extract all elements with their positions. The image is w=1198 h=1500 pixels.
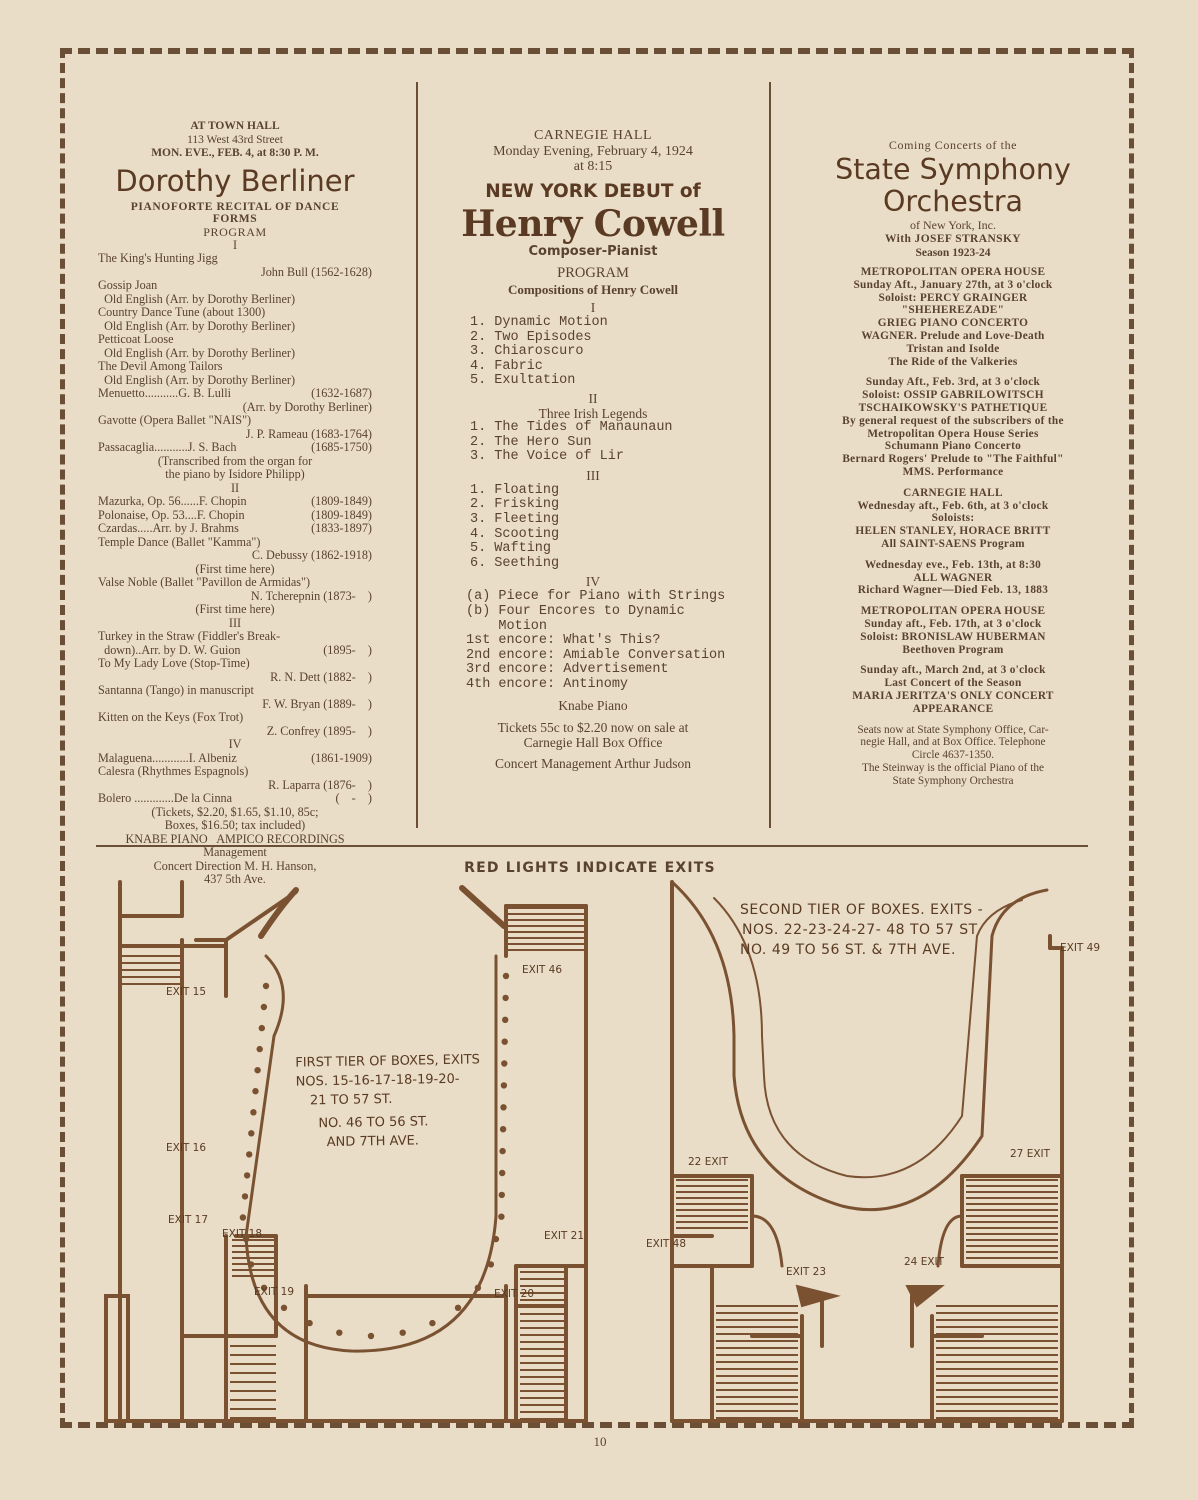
column-divider-right bbox=[769, 82, 771, 828]
program-line-right: F. W. Bryan (1889- ) bbox=[262, 696, 372, 711]
program-item: 3. Chiaroscuro bbox=[470, 344, 584, 360]
box-marker bbox=[503, 973, 509, 979]
schedule-line: Bernard Rogers' Prelude to "The Faithful" bbox=[842, 453, 1064, 466]
exit-49-label: EXIT 49 bbox=[1060, 942, 1101, 954]
program-line-left: Malaguena............I. Albeniz bbox=[98, 750, 237, 765]
program-list-3 bbox=[440, 484, 746, 572]
schedule-line: Sunday aft., March 2nd, at 3 o'clock bbox=[860, 664, 1046, 677]
program-centered-line: Boxes, $16.50; tax included) bbox=[164, 818, 306, 832]
schedule-line: WAGNER. Prelude and Love-Death bbox=[861, 329, 1045, 342]
box-marker bbox=[246, 1151, 252, 1157]
program-item: 5. Exultation bbox=[470, 373, 576, 389]
program-line bbox=[98, 522, 372, 536]
program-line-left: Czardas.....Arr. by J. Brahms bbox=[98, 521, 239, 535]
venue-address: 113 West 43rd Street bbox=[187, 133, 283, 146]
page-number: 10 bbox=[593, 1434, 607, 1449]
section-numeral: III bbox=[586, 467, 600, 483]
schedule-line: Wednesday eve., Feb. 13th, at 8:30 bbox=[864, 558, 1042, 571]
program-line-right: R. N. Dett (1882- ) bbox=[270, 669, 372, 684]
exit-46-label: EXIT 46 bbox=[522, 964, 563, 976]
program-line bbox=[98, 266, 372, 280]
box-marker bbox=[257, 1046, 263, 1052]
program-line: Gavotte (Opera Ballet "NAIS") bbox=[98, 413, 252, 427]
schedule-line: Soloists: bbox=[931, 512, 975, 525]
schedule-line: Soloist: BRONISLAW HUBERMAN bbox=[860, 630, 1046, 643]
box-marker bbox=[501, 1082, 507, 1088]
exit-20-label: EXIT 20 bbox=[494, 1288, 535, 1300]
program-line: Petticoat Loose bbox=[98, 332, 174, 346]
box-marker bbox=[502, 1039, 508, 1045]
box-marker bbox=[499, 1170, 505, 1176]
state-symphony-column bbox=[804, 138, 1102, 787]
spacer bbox=[804, 597, 1102, 605]
program-line: Valse Noble (Ballet "Pavillon de Armidas") bbox=[98, 575, 311, 589]
box-marker bbox=[499, 1148, 505, 1154]
schedule-line: ALL WAGNER bbox=[913, 571, 993, 584]
program-line-right: (1809-1849) bbox=[311, 494, 372, 508]
program-item: 2. Frisking bbox=[470, 497, 560, 513]
note-line: AND 7TH AVE. bbox=[326, 1133, 420, 1151]
box-marker bbox=[501, 1060, 507, 1066]
exit-21-label: EXIT 21 bbox=[544, 1230, 585, 1242]
program-item: 1. Floating bbox=[470, 482, 560, 498]
program-centered-line: (Tickets, $2.20, $1.65, $1.10, 85c; bbox=[151, 804, 319, 819]
program-line-right: J. P. Rameau (1683-1764) bbox=[245, 426, 372, 441]
piano-note: Knabe Piano bbox=[558, 698, 628, 714]
note-line: NOS. 15-16-17-18-19-20- bbox=[295, 1071, 460, 1090]
note-line: 21 TO 57 ST. bbox=[309, 1091, 393, 1109]
schedule-line: State Symphony Orchestra bbox=[892, 774, 1014, 787]
program-centered-line: III bbox=[228, 615, 242, 630]
exit-15-label: EXIT 15 bbox=[166, 986, 207, 998]
program-item: 1. Dynamic Motion bbox=[470, 315, 608, 330]
program-item: 2. The Hero Sun bbox=[470, 434, 592, 450]
program-line: Santanna (Tango) in manuscript bbox=[98, 683, 254, 697]
schedule-line: By general request of the subscribers of the bbox=[842, 414, 1064, 427]
program-line bbox=[98, 752, 372, 766]
program-centered-line: (First time here) bbox=[195, 602, 275, 616]
orchestra-name: State Symphony bbox=[835, 153, 1071, 186]
management-note: Concert Management Arthur Judson bbox=[494, 756, 692, 772]
program-line-right: Z. Confrey (1895- ) bbox=[266, 723, 372, 738]
note-line: NOS. 22-23-24-27- 48 TO 57 ST bbox=[742, 922, 978, 938]
program-line bbox=[98, 792, 372, 806]
section-title: Three Irish Legends bbox=[538, 405, 648, 421]
schedule-line: MMS. Performance bbox=[902, 465, 1004, 478]
orchestra-name-cont: Orchestra bbox=[883, 185, 1023, 218]
program-line: Old English (Arr. by Dorothy Berliner) bbox=[98, 291, 295, 306]
cowell-debut-column bbox=[440, 128, 746, 772]
second-tier-exits-note bbox=[740, 900, 983, 960]
recital-subtitle: PIANOFORTE RECITAL OF DANCE bbox=[130, 200, 340, 213]
schedule-line: METROPOLITAN OPERA HOUSE bbox=[860, 605, 1046, 618]
program-line-right: John Bull (1562-1628) bbox=[260, 264, 372, 279]
box-marker bbox=[493, 1236, 499, 1242]
program-centered-line: II bbox=[230, 480, 240, 495]
schedule-line: Seats now at State Symphony Office, Car- bbox=[857, 723, 1049, 736]
program-line-right: (Arr. by Dorothy Berliner) bbox=[242, 399, 372, 414]
schedule-line: Sunday Aft., Feb. 3rd, at 3 o'clock bbox=[865, 376, 1041, 389]
exit-17-label: EXIT 17 bbox=[168, 1214, 209, 1226]
program-item: 3. The Voice of Lir bbox=[470, 449, 624, 465]
schedule-line: MARIA JERITZA'S ONLY CONCERT bbox=[852, 689, 1054, 702]
box-marker bbox=[250, 1109, 256, 1115]
box-marker bbox=[502, 1017, 508, 1023]
schedule-line: Sunday aft., Feb. 17th, at 3 o'clock bbox=[864, 617, 1042, 630]
box-marker bbox=[259, 1025, 265, 1031]
program-line bbox=[98, 387, 372, 401]
box-marker bbox=[498, 1214, 504, 1220]
box-marker bbox=[248, 1130, 254, 1136]
season-line: Season 1923-24 bbox=[915, 247, 991, 259]
program-item: 3rd encore: Advertisement bbox=[466, 662, 669, 678]
exit-18-label: EXIT 18 bbox=[222, 1228, 263, 1240]
exits-heading: RED LIGHTS INDICATE EXITS bbox=[464, 860, 716, 876]
program-line-right: (1833-1897) bbox=[311, 521, 372, 535]
box-marker bbox=[240, 1214, 246, 1220]
box-marker bbox=[336, 1330, 342, 1336]
program-item: (a) Piece for Piano with Strings bbox=[466, 589, 726, 605]
program-line-right: C. Debussy (1862-1918) bbox=[251, 548, 372, 562]
berliner-recital-column bbox=[98, 120, 372, 887]
schedule-line: Richard Wagner—Died Feb. 13, 1883 bbox=[857, 584, 1049, 597]
schedule-line: Metropolitan Opera House Series bbox=[867, 427, 1039, 440]
program-item: 4. Scooting bbox=[470, 526, 560, 542]
recital-date: MON. EVE., FEB. 4, at 8:30 P. M. bbox=[151, 147, 319, 159]
schedule-line: Tristan and Isolde bbox=[906, 342, 1000, 355]
box-marker bbox=[429, 1320, 435, 1326]
program-line-left: Mazurka, Op. 56......F. Chopin bbox=[98, 494, 247, 508]
program-line: Old English (Arr. by Dorothy Berliner) bbox=[98, 372, 295, 387]
program-line bbox=[98, 495, 372, 509]
conductor-line: With JOSEF STRANSKY bbox=[884, 233, 1022, 245]
compositions-heading: Compositions of Henry Cowell bbox=[507, 282, 679, 297]
tickets-venue: Carnegie Hall Box Office bbox=[523, 735, 663, 751]
program-line: Turkey in the Straw (Fiddler's Break- bbox=[98, 629, 281, 643]
spacer bbox=[804, 479, 1102, 487]
program-centered-line: (First time here) bbox=[195, 561, 275, 576]
program-line: Kitten on the Keys (Fox Trot) bbox=[98, 710, 244, 724]
program-line bbox=[98, 441, 372, 455]
exit-48-label: EXIT 48 bbox=[646, 1238, 687, 1250]
concert-time: at 8:15 bbox=[573, 159, 613, 174]
note-line: NO. 46 TO 56 ST. bbox=[318, 1114, 429, 1132]
exit-27-label: 27 EXIT bbox=[1010, 1148, 1051, 1160]
program-line bbox=[98, 590, 372, 604]
program-line bbox=[98, 698, 372, 712]
schedule-line: "SHEHEREZADE" bbox=[901, 304, 1005, 317]
box-marker bbox=[500, 1104, 506, 1110]
schedule-line: Wednesday aft., Feb. 6th, at 3 o'clock bbox=[857, 499, 1049, 512]
program-line-left: down)..Arr. by D. W. Guion bbox=[98, 642, 241, 657]
schedule-line: Soloist: PERCY GRAINGER bbox=[878, 291, 1028, 304]
schedule-line: Soloist: OSSIP GABRILOWITSCH bbox=[862, 389, 1044, 402]
program-centered-line: (Transcribed from the organ for bbox=[157, 453, 313, 468]
box-marker bbox=[306, 1320, 312, 1326]
program-list bbox=[98, 239, 372, 887]
schedule-line: Last Concert of the Season bbox=[884, 677, 1022, 690]
program-line: Old English (Arr. by Dorothy Berliner) bbox=[98, 318, 295, 333]
program-line-left: Menuetto...........G. B. Lulli bbox=[98, 386, 232, 400]
spacer bbox=[804, 656, 1102, 664]
program-line: Temple Dance (Ballet "Kamma") bbox=[98, 534, 261, 549]
exit-16-label: EXIT 16 bbox=[166, 1142, 207, 1154]
exit-24-label: 24 EXIT bbox=[904, 1256, 945, 1268]
program-item: 2nd encore: Amiable Conversation bbox=[466, 647, 726, 663]
program-line: Country Dance Tune (about 1300) bbox=[98, 305, 266, 319]
program-item: 4. Fabric bbox=[470, 358, 543, 374]
first-tier-exits-note bbox=[295, 1050, 481, 1152]
program-item: 1. The Tides of Manaunaun bbox=[470, 419, 673, 435]
section-numeral: IV bbox=[585, 574, 601, 590]
program-line bbox=[98, 671, 372, 685]
box-marker bbox=[500, 1126, 506, 1132]
program-line-left: Polonaise, Op. 53....F. Chopin bbox=[98, 507, 245, 522]
program-item: 5. Wafting bbox=[470, 541, 552, 557]
program-line bbox=[98, 779, 372, 793]
column-divider-left bbox=[416, 82, 418, 828]
coming-concerts-label: Coming Concerts of the bbox=[888, 138, 1018, 152]
program-list-1 bbox=[440, 316, 746, 389]
program-item: (b) Four Encores to Dynamic bbox=[466, 603, 685, 619]
program-line: The Devil Among Tailors bbox=[98, 359, 223, 373]
note-line: FIRST TIER OF BOXES, EXITS bbox=[295, 1052, 480, 1071]
schedule-line: HELEN STANLEY, HORACE BRITT bbox=[855, 525, 1051, 538]
program-line-right: (1809-1849) bbox=[311, 507, 372, 522]
program-line: To My Lady Love (Stop-Time) bbox=[98, 656, 250, 670]
program-label: PROGRAM bbox=[557, 265, 629, 281]
spacer bbox=[804, 368, 1102, 376]
program-item: 2. Two Episodes bbox=[470, 329, 592, 345]
program-line-right: (1861-1909) bbox=[311, 750, 372, 765]
box-marker bbox=[244, 1172, 250, 1178]
box-marker bbox=[400, 1330, 406, 1336]
program-line-left: Bolero .............De la Cinna bbox=[98, 791, 233, 805]
schedule-line: TSCHAIKOWSKY'S PATHETIQUE bbox=[858, 401, 1048, 414]
schedule-line: The Steinway is the official Piano of the bbox=[861, 761, 1045, 774]
note-line: SECOND TIER OF BOXES. EXITS - bbox=[740, 902, 984, 918]
box-marker bbox=[455, 1305, 461, 1311]
program-line bbox=[98, 644, 372, 658]
box-marker bbox=[252, 1088, 258, 1094]
program-line-left: Passacaglia...........J. S. Bach bbox=[98, 440, 237, 454]
program-line: The King's Hunting Jigg bbox=[98, 251, 218, 265]
schedule-line: GRIEG PIANO CONCERTO bbox=[877, 317, 1029, 330]
exit-22-label: 22 EXIT bbox=[688, 1156, 729, 1168]
program-line-right: (1895- ) bbox=[323, 642, 372, 657]
program-item: 6. Seething bbox=[470, 555, 560, 571]
concert-schedule bbox=[804, 266, 1102, 787]
program-centered-line: IV bbox=[228, 737, 242, 751]
schedule-line: All SAINT-SAENS Program bbox=[881, 537, 1025, 550]
artist-role: Composer-Pianist bbox=[528, 244, 658, 259]
program-line-right: ( - ) bbox=[335, 791, 372, 805]
program-item: 4th encore: Antinomy bbox=[466, 676, 629, 692]
program-item: Motion bbox=[466, 618, 548, 634]
spacer bbox=[804, 551, 1102, 559]
program-line-right: N. Tcherepnin (1873- ) bbox=[250, 588, 372, 603]
exit-23-label: EXIT 23 bbox=[786, 1266, 827, 1278]
program-item: 1st encore: What's This? bbox=[466, 633, 661, 649]
program-centered-line: Management bbox=[203, 845, 267, 859]
note-line: NO. 49 TO 56 ST. & 7TH AVE. bbox=[740, 942, 956, 958]
debut-heading: NEW YORK DEBUT of bbox=[485, 181, 701, 202]
venue-name: CARNEGIE HALL bbox=[533, 128, 653, 143]
orchestra-city: of New York, Inc. bbox=[910, 218, 996, 232]
tickets-info: Tickets 55c to $2.20 now on sale at bbox=[497, 720, 689, 736]
program-centered-line: Concert Direction M. H. Hanson, bbox=[153, 858, 317, 873]
program-line-right: (1685-1750) bbox=[311, 440, 372, 454]
schedule-line: The Ride of the Valkeries bbox=[888, 355, 1018, 368]
schedule-line: APPEARANCE bbox=[912, 702, 994, 715]
program-line-right: (1632-1687) bbox=[311, 386, 372, 400]
box-marker bbox=[502, 995, 508, 1001]
box-marker bbox=[261, 1004, 267, 1010]
program-line: Gossip Joan bbox=[98, 278, 158, 292]
schedule-line: Schumann Piano Concerto bbox=[884, 440, 1022, 453]
box-marker bbox=[254, 1067, 260, 1073]
program-line-right: R. Laparra (1876- ) bbox=[268, 777, 372, 792]
artist-name: Dorothy Berliner bbox=[115, 163, 355, 198]
program-line bbox=[98, 725, 372, 739]
program-item: 3. Fleeting bbox=[470, 511, 560, 527]
section-numeral: I bbox=[590, 300, 596, 315]
schedule-line: METROPOLITAN OPERA HOUSE bbox=[860, 266, 1046, 278]
section-numeral: II bbox=[588, 390, 598, 406]
artist-name: Henry Cowell bbox=[461, 203, 725, 245]
box-marker bbox=[499, 1192, 505, 1198]
program-line bbox=[98, 428, 372, 442]
box-marker bbox=[281, 1305, 287, 1311]
box-marker bbox=[475, 1285, 481, 1291]
program-label: PROGRAM bbox=[203, 224, 267, 239]
spacer bbox=[804, 716, 1102, 724]
box-marker bbox=[263, 983, 269, 989]
concert-date: Monday Evening, February 4, 1924 bbox=[493, 144, 693, 159]
recital-subtitle-cont: FORMS bbox=[212, 212, 258, 225]
schedule-line: Sunday Aft., January 27th, at 3 o'clock bbox=[853, 278, 1053, 291]
exit-19-label: EXIT 19 bbox=[254, 1286, 295, 1298]
venue-name: AT TOWN HALL bbox=[190, 120, 280, 132]
program-line: Old English (Arr. by Dorothy Berliner) bbox=[98, 345, 295, 360]
program-line bbox=[98, 509, 372, 523]
schedule-line: CARNEGIE HALL bbox=[903, 486, 1003, 499]
box-marker bbox=[242, 1193, 248, 1199]
program-centered-line: I bbox=[232, 237, 238, 252]
program-list-2 bbox=[440, 421, 746, 465]
box-marker bbox=[488, 1261, 494, 1267]
program-line bbox=[98, 401, 372, 415]
program-centered-line: the piano by Isidore Philipp) bbox=[165, 467, 305, 481]
program-centered-line: 437 5th Ave. bbox=[204, 872, 266, 886]
program-line: Calesra (Rhythmes Espagnols) bbox=[98, 764, 249, 778]
program-list-4 bbox=[440, 590, 746, 692]
schedule-line: Circle 4637-1350. bbox=[911, 749, 995, 762]
program-centered-line: KNABE PIANO AMPICO RECORDINGS bbox=[125, 831, 345, 846]
schedule-line: Beethoven Program bbox=[902, 643, 1004, 656]
schedule-line: negie Hall, and at Box Office. Telephone bbox=[860, 736, 1046, 749]
program-line bbox=[98, 549, 372, 563]
box-marker bbox=[368, 1333, 374, 1339]
